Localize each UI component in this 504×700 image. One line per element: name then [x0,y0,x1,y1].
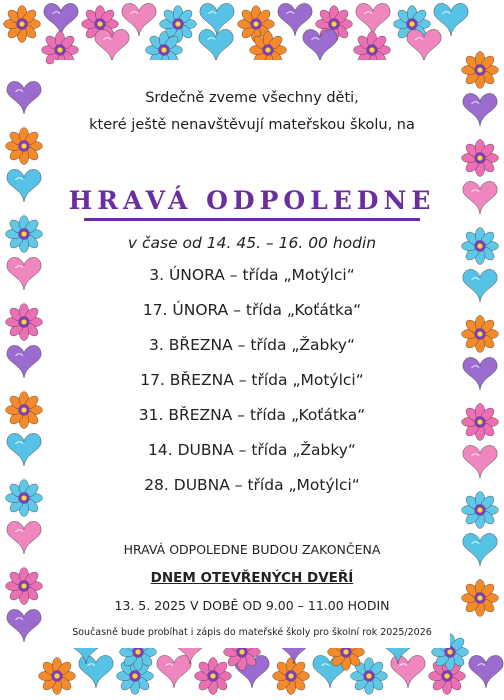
flower-icon [462,228,499,265]
flower-icon [6,568,43,605]
heart-icon [463,357,497,389]
flower-icon [6,304,43,341]
flower-icon [462,140,499,177]
heart-icon [7,433,41,465]
heart-icon [434,3,468,35]
heart-icon [463,445,497,477]
flower-icon [462,52,499,89]
schedule-item: 3. ÚNORA – třída „Motýlci“ [149,266,355,284]
heart-icon [469,655,503,687]
invitation-line-1: Srdečně zveme všechny děti, [145,90,359,106]
title-underline [84,218,420,221]
closing-line-2: DNEM OTEVŘENÝCH DVEŘÍ [150,570,354,586]
schedule-item: 17. ÚNORA – třída „Koťátka“ [142,301,362,319]
flower-icon [39,658,76,695]
flower-icon [6,128,43,165]
flower-icon [462,404,499,441]
heart-icon [157,655,191,687]
event-title: HRAVÁ ODPOLEDNE [68,186,436,215]
flower-icon [273,658,310,695]
schedule-item: 14. DUBNA – třída „Žabky“ [148,441,356,459]
heart-icon [463,533,497,565]
flower-icon [6,392,43,429]
closing-line-3: 13. 5. 2025 V DOBĚ OD 9.00 – 11.00 HODIN [114,598,390,613]
flower-icon [462,316,499,353]
heart-icon [7,81,41,113]
schedule-item: 17. BŘEZNA – třída „Motýlci“ [140,371,364,389]
flower-icon [6,216,43,253]
flower-icon [4,6,41,43]
flower-icon [6,480,43,517]
heart-icon [44,3,78,35]
heart-icon [391,655,425,687]
schedule-item: 28. DUBNA – třída „Motýlci“ [144,476,360,494]
enrollment-note: Současně bude probíhat i zápis do mateřské školy pro školní rok 2025/2026 [72,627,432,638]
heart-icon [7,169,41,201]
invitation-line-2: které ještě nenavštěvují mateřskou školu, na [89,117,415,133]
flower-icon [462,580,499,617]
flower-icon [462,492,499,529]
heart-icon [7,521,41,553]
heart-icon [463,181,497,213]
heart-icon [463,269,497,301]
heart-icon [79,655,113,687]
event-time: v čase od 14. 45. – 16. 00 hodin [127,234,377,252]
heart-icon [199,29,233,61]
heart-icon [356,3,390,35]
flower-icon [195,658,232,695]
heart-icon [122,3,156,35]
schedule-item: 3. BŘEZNA – třída „Žabky“ [149,336,355,354]
closing-line-1: HRAVÁ ODPOLEDNE BUDOU ZAKONČENA [123,542,381,557]
heart-icon [463,93,497,125]
heart-icon [7,257,41,289]
content-panel [54,60,450,648]
heart-icon [7,609,41,641]
heart-icon [7,345,41,377]
schedule-item: 31. BŘEZNA – třída „Koťátka“ [138,406,366,424]
